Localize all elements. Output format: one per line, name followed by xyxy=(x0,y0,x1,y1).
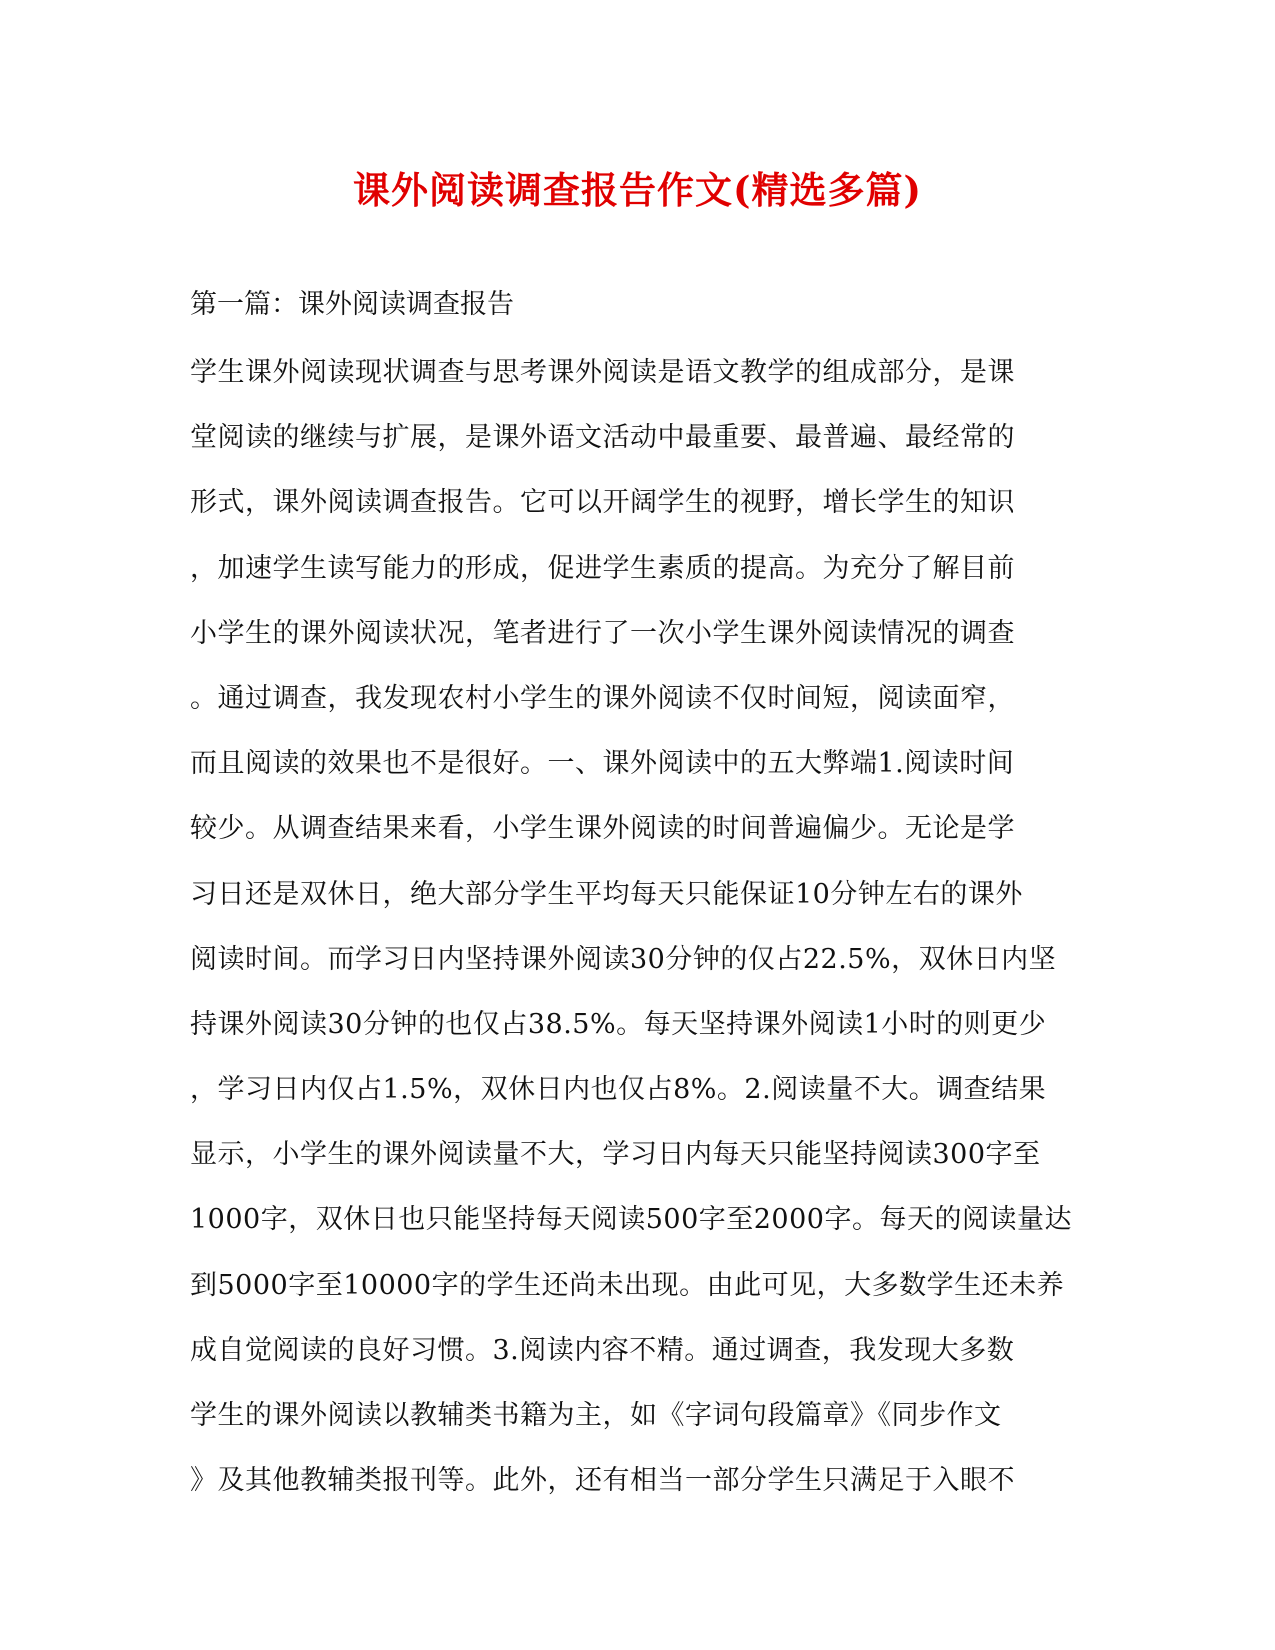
text-line: 阅读时间。而学习日内坚持课外阅读30分钟的仅占22.5%，双休日内坚 xyxy=(190,943,1057,975)
body-text xyxy=(190,353,1090,1526)
text-line: ，学习日内仅占1.5%，双休日内也仅占8%。2.阅读量不大。调查结果 xyxy=(190,1074,1047,1106)
text-line: 堂阅读的继续与扩展，是课外语文活动中最重要、最普遍、最经常的 xyxy=(190,422,1015,454)
text-line: 学生的课外阅读以教辅类书籍为主，如《字词句段篇章》《同步作文 xyxy=(190,1400,1002,1431)
text-line: 形式，课外阅读调查报告。它可以开阔学生的视野，增长学生的知识 xyxy=(190,487,1015,519)
text-line: 显示，小学生的课外阅读量不大，学习日内每天只能坚持阅读300字至 xyxy=(190,1139,1041,1171)
text-line: 学生课外阅读现状调查与思考课外阅读是语文教学的组成部分，是课 xyxy=(190,357,1015,388)
section-heading: 第一篇：课外阅读调查报告 xyxy=(190,289,514,320)
text-line: 到5000字至10000字的学生还尚未出现。由此可见，大多数学生还未养 xyxy=(190,1269,1065,1301)
text-line: 而且阅读的效果也不是很好。一、课外阅读中的五大弊端1.阅读时间 xyxy=(190,748,1015,780)
text-line: 成自觉阅读的良好习惯。3.阅读内容不精。通过调查，我发现大多数 xyxy=(190,1334,1015,1366)
document-title: 课外阅读调查报告作文(精选多篇) xyxy=(352,168,922,212)
text-line: 习日还是双休日，绝大部分学生平均每天只能保证10分钟左右的课外 xyxy=(190,878,1023,910)
text-line: 。通过调查，我发现农村小学生的课外阅读不仅时间短，阅读面窄， xyxy=(190,682,1015,714)
text-line: 》及其他教辅类报刊等。此外，还有相当一部分学生只满足于入眼不 xyxy=(190,1465,1015,1497)
text-line: 较少。从调查结果来看，小学生课外阅读的时间普遍偏少。无论是学 xyxy=(190,813,1015,845)
text-line: 小学生的课外阅读状况，笔者进行了一次小学生课外阅读情况的调查 xyxy=(190,617,1015,649)
text-line: 1000字，双休日也只能坚持每天阅读500字至2000字。每天的阅读量达 xyxy=(190,1204,1072,1236)
text-line: ，加速学生读写能力的形成，促进学生素质的提高。为充分了解目前 xyxy=(190,552,1015,584)
text-line: 持课外阅读30分钟的也仅占38.5%。每天坚持课外阅读1小时的则更少 xyxy=(190,1008,1047,1040)
